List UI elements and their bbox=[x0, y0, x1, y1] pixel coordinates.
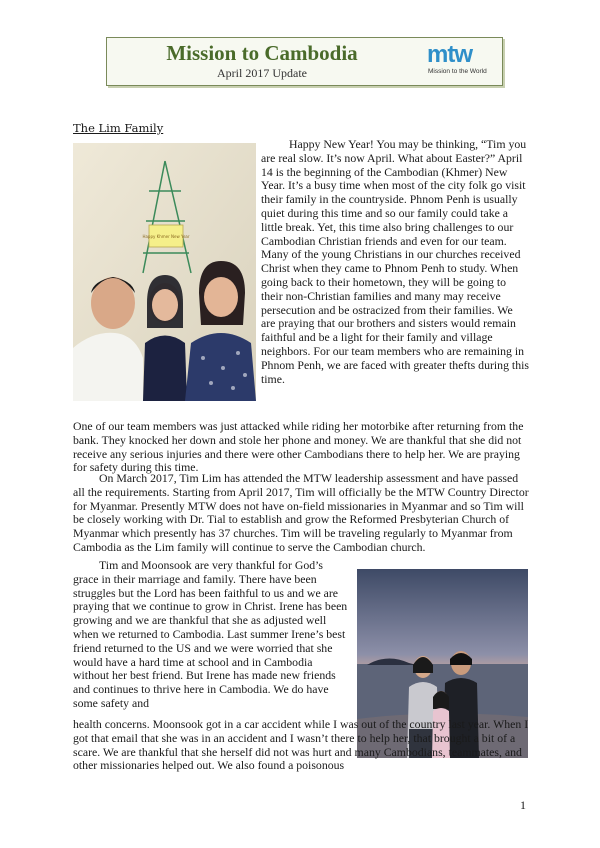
tree-sign-text: Happy Khmer New Year bbox=[142, 234, 190, 239]
paragraph-health-concerns: health concerns. Moonsook got in a car accident while I was out of the country last year. When I got that email that she was in an accident and I wasn’t there to help her, that brought a bit of a scare. We are thankful that she herself did not was hurt and many Cambodians, teammates, and other missionaries helped out. We also found a poisonous bbox=[73, 717, 529, 773]
logo-tagline: Mission to the World bbox=[428, 68, 487, 75]
header-banner bbox=[106, 37, 503, 86]
paragraph-new-year-text: Happy New Year! You may be thinking, “Tim you are real slow. It’s now April. What about Easter?” April 14 is the beginning of the Cambodian (Khmer) New Year. It’s a busy time when most of the city folk go visit their family in the countryside. Phnom Penh is usually quiet during this time and so our family could take a little break. Yet, this time also bring challenges to our Cambodian Christian friends and even for our team. Many of the young Christians in our churches received Christ when they came to Phnom Penh to study. When going back to their hometown, they will be going to their non-Christian families and many may receive persecution and be ostracized from their families. We are praying that our brothers and sisters would remain faithful and be a light for their family and village neighbors. For our team members who are remaining in Phnom Penh, we are faced with greater thefts during this time. bbox=[261, 137, 529, 386]
paragraph-family-grace-text: Tim and Moonsook are very thankful for God’s grace in their marriage and family. There have been struggles but the Lord has been faithful to us and we are praying that we continue to grow in Christ. Irene has been growing and we are thankful that she as adjusted well when we returned to Cambodia. Last summer Irene’s best friend returned to the US and we were worried that she would have a hard time at school and in Cambodia without her best friend. But Irene has made new friends and continues to thrive here in Cambodia. We do have some safety and bbox=[73, 558, 348, 710]
family-photo-indoor bbox=[73, 143, 256, 401]
paragraph-country-director: On March 2017, Tim Lim has attended the MTW leadership assessment and have passed all the requirements. Starting from April 2017, Tim will officially be the MTW Country Director for Myanmar. Presently MTW does not have on-field missionaries in Myanmar and so Tim will be closely working with Dr. Tial to establish and grow the Reformed Presbyterian Church of Myanmar which presently has 37 churches. Tim will be traveling regularly to Myanmar from Cambodia as the Lim family will continue to serve the Cambodian church. bbox=[73, 471, 529, 554]
paragraph-new-year bbox=[261, 138, 529, 386]
logo-mark: mtw bbox=[427, 41, 472, 68]
mtw-logo bbox=[425, 42, 497, 82]
paragraph-team-attack: One of our team members was just attacked while riding her motorbike after returning from the bank. They knocked her down and stole her phone and money. We are thankful that she did not receive any serious injuries and there were other Cambodians there to help her. We are praying for safety during this time. bbox=[73, 419, 524, 475]
page-title: Mission to Cambodia bbox=[166, 41, 358, 65]
section-title: The Lim Family bbox=[73, 121, 164, 135]
paragraph-family-grace bbox=[73, 559, 351, 711]
page-number: 1 bbox=[520, 798, 526, 812]
page-subtitle: April 2017 Update bbox=[217, 66, 307, 80]
family-photo-indoor-image bbox=[73, 143, 256, 401]
